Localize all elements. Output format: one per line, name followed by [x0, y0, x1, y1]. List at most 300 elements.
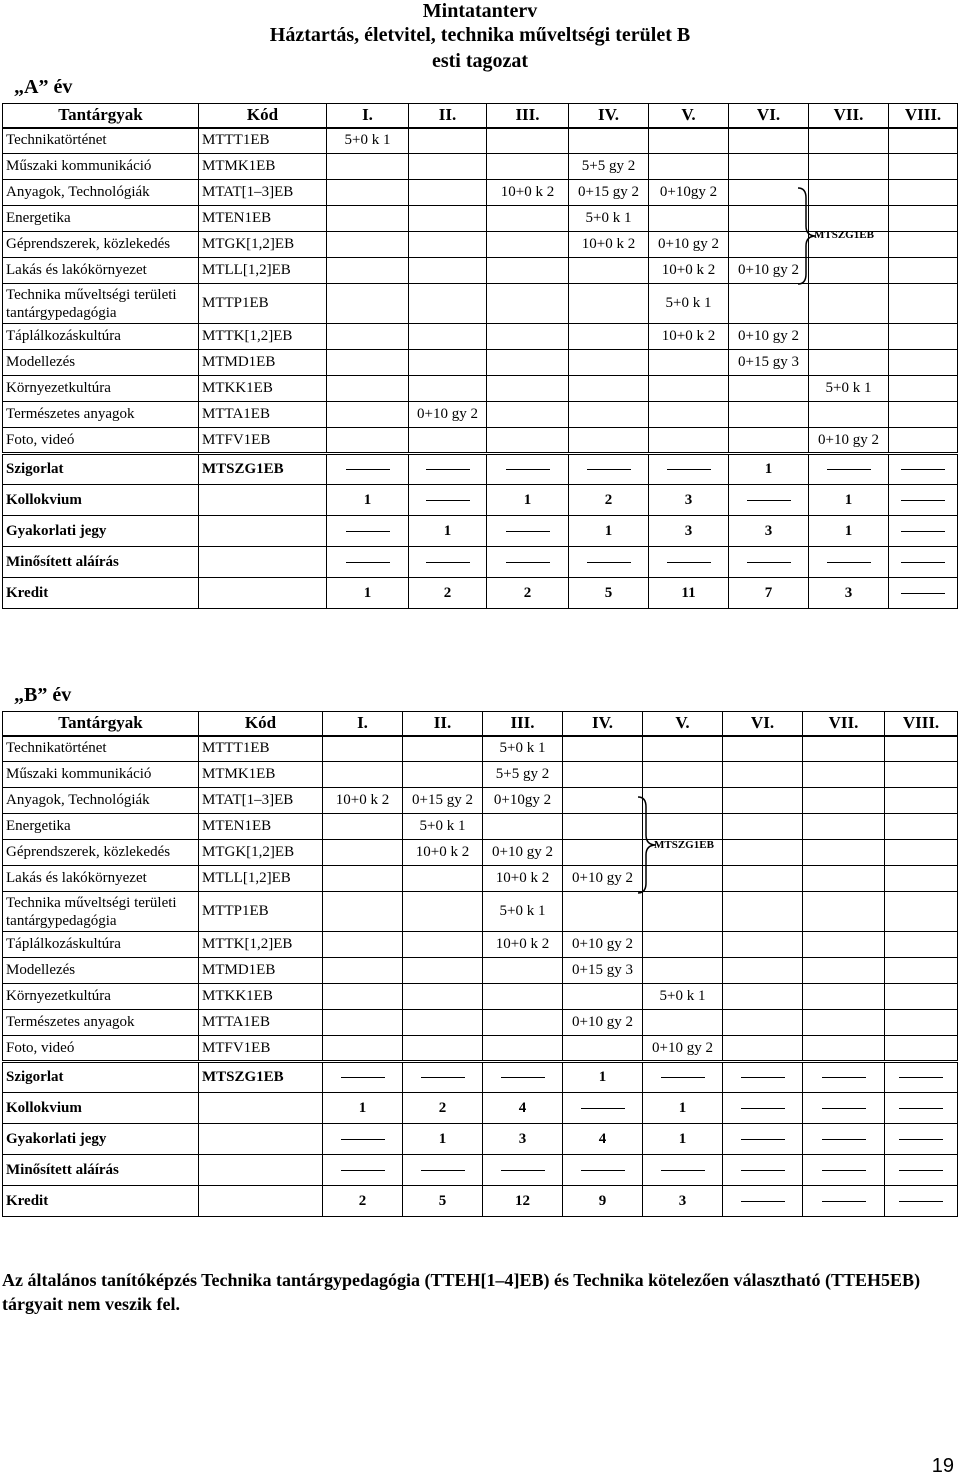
dash-mark — [426, 562, 470, 563]
semester-cell — [885, 762, 958, 788]
semester-cell — [327, 284, 409, 324]
subject-cell: Lakás és lakókörnyezet — [3, 866, 199, 892]
table-row — [3, 428, 958, 454]
year-a-table — [2, 103, 958, 609]
semester-cell — [323, 762, 403, 788]
dash-mark — [341, 1139, 385, 1140]
semester-cell — [487, 402, 569, 428]
semester-cell — [569, 402, 649, 428]
summary-value: 1 — [809, 485, 889, 516]
semester-cell — [563, 788, 643, 814]
semester-cell: 5+0 k 1 — [643, 984, 723, 1010]
semester-cell: 0+15 gy 2 — [403, 788, 483, 814]
summary-value-cell — [649, 454, 729, 485]
semester-cell — [809, 154, 889, 180]
table-row — [3, 324, 958, 350]
semester-cell — [723, 958, 803, 984]
semester-cell — [803, 892, 885, 932]
summary-value-cell — [723, 1186, 803, 1217]
semester-cell — [323, 932, 403, 958]
summary-value-cell — [403, 1155, 483, 1186]
dash-mark — [341, 1077, 385, 1078]
table-row — [3, 762, 958, 788]
code-cell: MTGK[1,2]EB — [199, 232, 327, 258]
summary-value-cell — [889, 516, 958, 547]
summary-value-cell — [723, 1124, 803, 1155]
summary-value: 1 — [729, 454, 809, 485]
semester-cell: 5+0 k 1 — [483, 892, 563, 932]
summary-value: 5 — [569, 578, 649, 609]
subject-cell: Anyagok, Technológiák — [3, 788, 199, 814]
semester-cell — [649, 376, 729, 402]
semester-cell — [409, 350, 487, 376]
dash-mark — [822, 1201, 866, 1202]
column-header: Kód — [199, 712, 323, 736]
summary-value-cell — [487, 516, 569, 547]
table-row — [3, 814, 958, 840]
code-cell: MTTA1EB — [199, 402, 327, 428]
semester-cell — [323, 1036, 403, 1062]
semester-cell — [885, 1010, 958, 1036]
semester-cell — [723, 1036, 803, 1062]
semester-cell — [483, 984, 563, 1010]
table-row — [3, 840, 958, 866]
column-header: VII. — [803, 712, 885, 736]
doc-title: Mintatanterv — [422, 0, 538, 22]
summary-value: 1 — [327, 485, 409, 516]
summary-label: Kollokvium — [3, 485, 199, 516]
summary-value-cell — [649, 547, 729, 578]
semester-cell — [809, 258, 889, 284]
code-cell: MTEN1EB — [199, 814, 323, 840]
semester-cell — [889, 128, 958, 154]
dash-mark — [741, 1108, 785, 1109]
semester-cell — [487, 350, 569, 376]
dash-mark — [741, 1201, 785, 1202]
column-header: V. — [649, 104, 729, 128]
dash-mark — [822, 1170, 866, 1171]
subject-cell: Energetika — [3, 206, 199, 232]
semester-cell — [649, 428, 729, 454]
semester-cell — [885, 1036, 958, 1062]
code-cell: MTMK1EB — [199, 762, 323, 788]
semester-cell — [809, 206, 889, 232]
summary-value: 1 — [487, 485, 569, 516]
summary-value-cell — [803, 1155, 885, 1186]
code-cell: MTTK[1,2]EB — [199, 324, 327, 350]
subject-cell: Technika műveltségi területi tantárgypedagógia — [3, 284, 199, 324]
semester-cell: 0+15 gy 3 — [563, 958, 643, 984]
dash-mark — [822, 1139, 866, 1140]
summary-value-cell — [403, 1062, 483, 1093]
semester-cell — [723, 788, 803, 814]
dash-mark — [426, 500, 470, 501]
semester-cell: 0+10 gy 2 — [643, 1036, 723, 1062]
semester-cell: 10+0 k 2 — [649, 324, 729, 350]
semester-cell — [885, 788, 958, 814]
dash-mark — [661, 1077, 705, 1078]
semester-cell — [563, 840, 643, 866]
summary-code — [199, 1155, 323, 1186]
code-cell: MTTP1EB — [199, 892, 323, 932]
dash-mark — [901, 469, 945, 470]
summary-label: Kollokvium — [3, 1093, 199, 1124]
semester-cell — [885, 958, 958, 984]
semester-cell: 0+10 gy 2 — [563, 866, 643, 892]
summary-row — [3, 547, 958, 578]
summary-value-cell — [889, 578, 958, 609]
summary-value-cell — [809, 547, 889, 578]
summary-value: 2 — [569, 485, 649, 516]
summary-value-cell — [803, 1186, 885, 1217]
dash-mark — [747, 562, 791, 563]
subject-cell: Modellezés — [3, 350, 199, 376]
summary-row — [3, 516, 958, 547]
semester-cell: 5+0 k 1 — [809, 376, 889, 402]
summary-value: 9 — [563, 1186, 643, 1217]
summary-value-cell — [723, 1062, 803, 1093]
semester-cell — [885, 866, 958, 892]
semester-cell — [889, 180, 958, 206]
semester-cell — [483, 1036, 563, 1062]
dash-mark — [901, 500, 945, 501]
summary-value: 2 — [409, 578, 487, 609]
summary-value-cell — [323, 1155, 403, 1186]
column-header: III. — [487, 104, 569, 128]
semester-cell — [563, 892, 643, 932]
semester-cell — [889, 428, 958, 454]
summary-value-cell — [327, 454, 409, 485]
code-cell: MTTT1EB — [199, 736, 323, 762]
year-b-table — [2, 711, 958, 1217]
semester-cell — [323, 1010, 403, 1036]
summary-value-cell — [483, 1062, 563, 1093]
semester-cell — [487, 284, 569, 324]
semester-cell — [643, 1010, 723, 1036]
semester-cell — [889, 206, 958, 232]
summary-value-cell — [323, 1124, 403, 1155]
semester-cell — [483, 814, 563, 840]
semester-cell — [409, 376, 487, 402]
semester-cell: 0+10 gy 2 — [563, 1010, 643, 1036]
semester-cell — [327, 350, 409, 376]
semester-cell — [809, 128, 889, 154]
semester-cell — [889, 284, 958, 324]
semester-cell — [809, 324, 889, 350]
summary-label: Gyakorlati jegy — [3, 1124, 199, 1155]
summary-label: Kredit — [3, 1186, 199, 1217]
semester-cell — [409, 258, 487, 284]
subject-cell: Technikatörténet — [3, 128, 199, 154]
subject-cell: Természetes anyagok — [3, 1010, 199, 1036]
code-cell: MTKK1EB — [199, 376, 327, 402]
semester-cell — [643, 892, 723, 932]
dash-mark — [346, 469, 390, 470]
summary-label: Minősített aláírás — [3, 547, 199, 578]
semester-cell — [327, 324, 409, 350]
table-row — [3, 984, 958, 1010]
semester-cell — [885, 984, 958, 1010]
dash-mark — [899, 1077, 943, 1078]
column-header: II. — [409, 104, 487, 128]
subject-cell: Táplálkozáskultúra — [3, 932, 199, 958]
dash-mark — [506, 562, 550, 563]
column-header: Tantárgyak — [3, 104, 199, 128]
semester-cell: 0+10 gy 2 — [483, 840, 563, 866]
summary-value-cell — [729, 485, 809, 516]
semester-cell — [403, 932, 483, 958]
summary-label: Kredit — [3, 578, 199, 609]
subject-cell: Műszaki kommunikáció — [3, 762, 199, 788]
dash-mark — [581, 1170, 625, 1171]
summary-value-cell — [885, 1186, 958, 1217]
summary-row — [3, 578, 958, 609]
summary-value: 12 — [483, 1186, 563, 1217]
semester-cell — [409, 232, 487, 258]
dash-mark — [899, 1108, 943, 1109]
summary-value-cell — [327, 547, 409, 578]
semester-cell — [729, 284, 809, 324]
semester-cell — [723, 762, 803, 788]
semester-cell — [889, 350, 958, 376]
summary-value-cell — [889, 485, 958, 516]
semester-cell — [403, 866, 483, 892]
semester-cell — [803, 958, 885, 984]
subject-cell: Energetika — [3, 814, 199, 840]
summary-code — [199, 1186, 323, 1217]
subject-cell: Géprendszerek, közlekedés — [3, 232, 199, 258]
code-cell: MTMK1EB — [199, 154, 327, 180]
dash-mark — [747, 500, 791, 501]
dash-mark — [741, 1139, 785, 1140]
dash-mark — [901, 531, 945, 532]
semester-cell — [563, 814, 643, 840]
semester-cell — [327, 428, 409, 454]
semester-cell — [327, 154, 409, 180]
semester-cell — [409, 206, 487, 232]
summary-value-cell — [803, 1124, 885, 1155]
semester-cell — [563, 736, 643, 762]
summary-value-cell — [569, 454, 649, 485]
semester-cell — [649, 402, 729, 428]
semester-cell: 0+10gy 2 — [483, 788, 563, 814]
dash-mark — [506, 531, 550, 532]
semester-cell — [487, 128, 569, 154]
semester-cell — [569, 428, 649, 454]
semester-cell: 5+0 k 1 — [569, 206, 649, 232]
semester-cell — [803, 1010, 885, 1036]
summary-value: 11 — [649, 578, 729, 609]
brace-b-label: MTSZG1EB — [654, 839, 714, 851]
semester-cell — [323, 736, 403, 762]
semester-cell — [409, 428, 487, 454]
semester-cell — [803, 840, 885, 866]
code-cell: MTLL[1,2]EB — [199, 258, 327, 284]
subject-cell: Modellezés — [3, 958, 199, 984]
semester-cell — [569, 258, 649, 284]
summary-value-cell — [885, 1062, 958, 1093]
semester-cell — [487, 232, 569, 258]
semester-cell: 5+0 k 1 — [327, 128, 409, 154]
column-header: Tantárgyak — [3, 712, 199, 736]
semester-cell: 10+0 k 2 — [649, 258, 729, 284]
dash-mark — [899, 1139, 943, 1140]
semester-cell: 10+0 k 2 — [569, 232, 649, 258]
semester-cell — [803, 866, 885, 892]
semester-cell — [327, 180, 409, 206]
table-row — [3, 128, 958, 154]
table-row — [3, 154, 958, 180]
dash-mark — [827, 562, 871, 563]
semester-cell — [327, 232, 409, 258]
subject-cell: Foto, videó — [3, 428, 199, 454]
summary-value: 3 — [649, 516, 729, 547]
semester-cell — [723, 984, 803, 1010]
header-row — [3, 712, 958, 736]
dash-mark — [822, 1077, 866, 1078]
summary-value: 7 — [729, 578, 809, 609]
semester-cell — [889, 376, 958, 402]
column-header: VI. — [723, 712, 803, 736]
semester-cell: 5+5 gy 2 — [569, 154, 649, 180]
summary-value: 1 — [323, 1093, 403, 1124]
semester-cell: 10+0 k 2 — [483, 866, 563, 892]
code-cell: MTFV1EB — [199, 1036, 323, 1062]
semester-cell — [487, 206, 569, 232]
column-header: Kód — [199, 104, 327, 128]
summary-label: Szigorlat — [3, 454, 199, 485]
semester-cell — [403, 984, 483, 1010]
summary-value-cell — [803, 1062, 885, 1093]
semester-cell: 10+0 k 2 — [323, 788, 403, 814]
summary-value: 4 — [563, 1124, 643, 1155]
summary-row — [3, 1155, 958, 1186]
summary-value: 3 — [729, 516, 809, 547]
semester-cell — [563, 1036, 643, 1062]
semester-cell — [487, 324, 569, 350]
subject-cell: Technika műveltségi területi tantárgypedagógia — [3, 892, 199, 932]
semester-cell — [403, 958, 483, 984]
semester-cell: 5+0 k 1 — [403, 814, 483, 840]
semester-cell — [803, 984, 885, 1010]
semester-cell — [729, 402, 809, 428]
dash-mark — [661, 1170, 705, 1171]
semester-cell — [569, 324, 649, 350]
summary-value-cell — [409, 454, 487, 485]
column-header: IV. — [569, 104, 649, 128]
summary-value: 3 — [643, 1186, 723, 1217]
subject-cell: Technikatörténet — [3, 736, 199, 762]
doc-subtitle: Háztartás, életvitel, technika műveltségi terület B — [269, 24, 691, 46]
summary-value-cell — [729, 547, 809, 578]
dash-mark — [587, 469, 631, 470]
summary-value: 1 — [809, 516, 889, 547]
code-cell: MTKK1EB — [199, 984, 323, 1010]
footnote: Az általános tanítóképzés Technika tantárgypedagógia (TTEH[1–4]EB) és Technika kötelezően választható (TTEH5EB) tárgyait nem veszik fel. — [2, 1270, 921, 1314]
semester-cell: 0+10gy 2 — [649, 180, 729, 206]
column-header: VI. — [729, 104, 809, 128]
code-cell: MTTT1EB — [199, 128, 327, 154]
semester-cell — [403, 892, 483, 932]
summary-value: 3 — [809, 578, 889, 609]
summary-value-cell — [569, 547, 649, 578]
semester-cell — [323, 814, 403, 840]
dash-mark — [741, 1170, 785, 1171]
subject-cell: Környezetkultúra — [3, 376, 199, 402]
summary-value: 4 — [483, 1093, 563, 1124]
semester-cell — [643, 762, 723, 788]
semester-cell — [569, 128, 649, 154]
semester-cell — [563, 984, 643, 1010]
dash-mark — [426, 469, 470, 470]
dash-mark — [501, 1077, 545, 1078]
summary-value: 5 — [403, 1186, 483, 1217]
semester-cell — [885, 814, 958, 840]
summary-value-cell — [483, 1155, 563, 1186]
doc-subtitle-2: esti tagozat — [431, 50, 529, 72]
summary-label: Szigorlat — [3, 1062, 199, 1093]
semester-cell — [723, 840, 803, 866]
subject-cell: Természetes anyagok — [3, 402, 199, 428]
code-cell: MTAT[1–3]EB — [199, 180, 327, 206]
summary-row — [3, 454, 958, 485]
table-row — [3, 866, 958, 892]
subject-cell: Anyagok, Technológiák — [3, 180, 199, 206]
code-cell: MTMD1EB — [199, 958, 323, 984]
code-cell: MTTK[1,2]EB — [199, 932, 323, 958]
semester-cell — [409, 284, 487, 324]
summary-row — [3, 485, 958, 516]
subject-cell: Géprendszerek, közlekedés — [3, 840, 199, 866]
column-header: I. — [327, 104, 409, 128]
semester-cell — [723, 932, 803, 958]
table-row — [3, 736, 958, 762]
summary-value: 1 — [643, 1124, 723, 1155]
semester-cell — [885, 736, 958, 762]
dash-mark — [667, 469, 711, 470]
year-a-heading: „A” év — [14, 76, 73, 98]
table-row — [3, 1036, 958, 1062]
semester-cell — [723, 892, 803, 932]
semester-cell: 0+15 gy 3 — [729, 350, 809, 376]
semester-cell — [409, 128, 487, 154]
summary-value-cell — [563, 1155, 643, 1186]
semester-cell — [569, 376, 649, 402]
semester-cell — [803, 932, 885, 958]
semester-cell — [803, 788, 885, 814]
summary-value-cell — [563, 1093, 643, 1124]
code-cell: MTGK[1,2]EB — [199, 840, 323, 866]
summary-value: 1 — [563, 1062, 643, 1093]
summary-value-cell — [885, 1093, 958, 1124]
semester-cell — [403, 762, 483, 788]
code-cell: MTFV1EB — [199, 428, 327, 454]
summary-value: 3 — [649, 485, 729, 516]
semester-cell: 10+0 k 2 — [487, 180, 569, 206]
semester-cell — [885, 932, 958, 958]
semester-cell — [569, 284, 649, 324]
dash-mark — [421, 1170, 465, 1171]
column-header: VII. — [809, 104, 889, 128]
semester-cell — [403, 1010, 483, 1036]
summary-label: Minősített aláírás — [3, 1155, 199, 1186]
column-header: III. — [483, 712, 563, 736]
summary-code: MTSZG1EB — [199, 454, 327, 485]
code-cell: MTTA1EB — [199, 1010, 323, 1036]
dash-mark — [581, 1108, 625, 1109]
semester-cell — [403, 1036, 483, 1062]
semester-cell — [889, 232, 958, 258]
